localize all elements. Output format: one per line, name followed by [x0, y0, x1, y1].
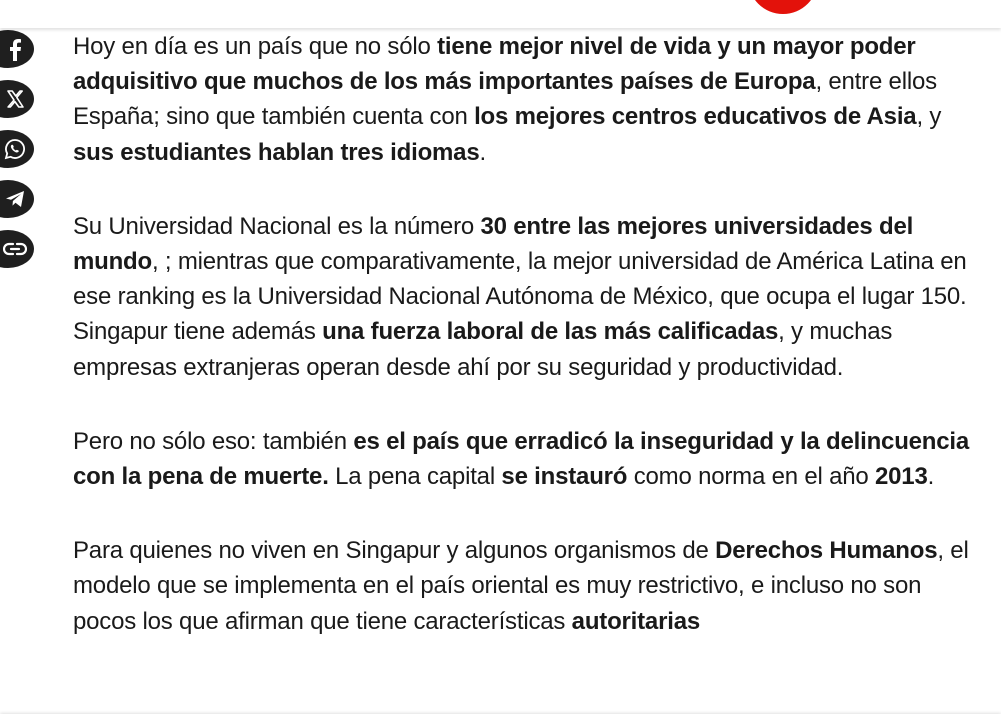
x-icon	[5, 89, 25, 109]
article-body	[73, 29, 985, 678]
brand-logo[interactable]	[748, 0, 818, 14]
copy-link-button[interactable]	[0, 230, 34, 268]
paragraph: Hoy en día es un país que no sólo tiene mejor nivel de vida y un mayor poder adquisitivo que muchos de los más importantes países de Europa, entre ellos España; sino que también cuenta con los mejores centros educativos de Asia, y sus estudiantes hablan tres idiomas.	[73, 33, 942, 166]
share-bar	[0, 30, 34, 280]
facebook-icon	[4, 37, 26, 61]
paragraph: Su Universidad Nacional es la número 30 entre las mejores universidades del mundo, ; mientras que comparativamente, la mejor universidad de América Latina en ese ranking es la Universidad Nacional Autónoma de México, que ocupa el lugar 150. Singapur tiene además una fuerza laboral de las más calificadas, y muchas empresas extranjeras operan desde ahí por su seguridad y productividad.	[73, 212, 967, 381]
x-share-button[interactable]	[0, 80, 34, 118]
bottom-edge	[0, 714, 1001, 720]
paragraph: Pero no sólo eso: también es el país que erradicó la inseguridad y la delincuencia con la pena de muerte. La pena capital se instauró como norma en el año 2013.	[73, 427, 970, 491]
facebook-share-button[interactable]	[0, 30, 34, 68]
whatsapp-icon	[4, 138, 26, 160]
telegram-icon	[4, 189, 26, 209]
link-icon	[3, 242, 27, 256]
paragraph: Para quienes no viven en Singapur y algunos organismos de Derechos Humanos, el modelo que se implementa en el país oriental es muy restrictivo, e incluso no son pocos los que afirman que tiene características autoritarias	[73, 537, 969, 635]
whatsapp-share-button[interactable]	[0, 130, 34, 168]
telegram-share-button[interactable]	[0, 180, 34, 218]
site-header	[0, 0, 1001, 28]
